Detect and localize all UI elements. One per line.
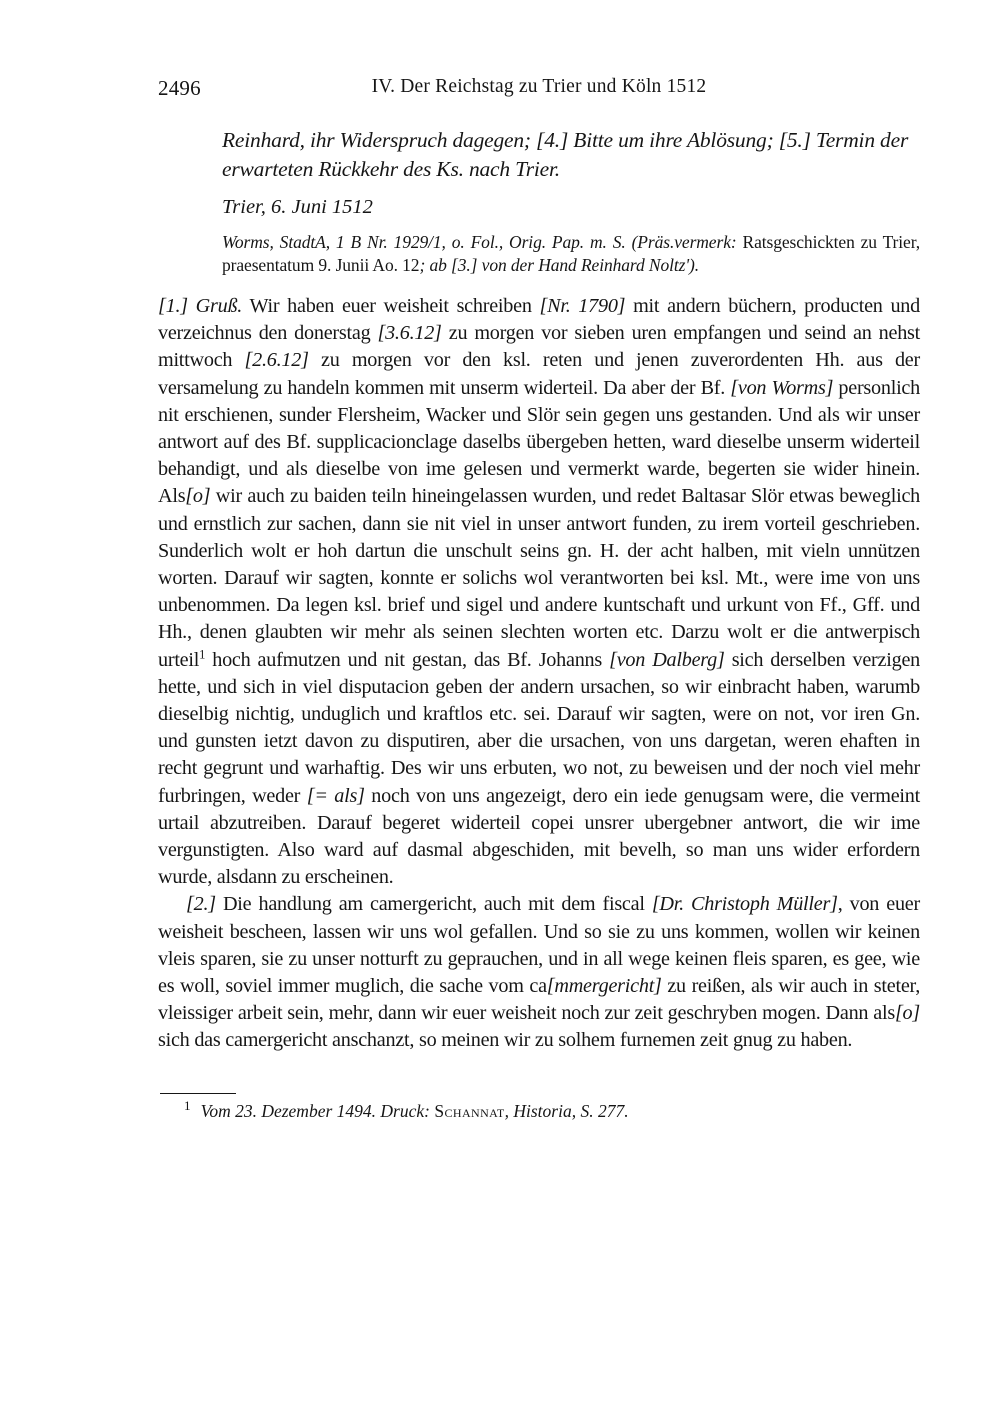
footnote-marker: 1 xyxy=(184,1097,191,1113)
running-header-title: IV. Der Reichstag zu Trier und Köln 1512 xyxy=(371,76,707,97)
running-head xyxy=(158,76,920,102)
paragraph-2: [2.] Die handlung am camergericht, auch mit dem fiscal [Dr. Christoph Müller], von euer weisheit bescheen, lassen wir uns wol gefallen. Und so sie zu uns kommen, wollen wir keinen vleis sparen, sie zu unser notturft zu geprauchen, und in all wege keinen fleis sparen, es gee, wie es woll, soviel immer muglich, die sache vom ca[mmergericht] zu reißen, als wir auch in steter, vleissiger arbeit sein, mehr, dann wir euer weisheit noch zur zeit geschryben mogen. Dann als[o] sich das camergericht anschanzt, so meinen wir zu solhem furnemen zeit gnug zu haben. xyxy=(158,893,921,1052)
paragraph-1: [1.] Gruß. Wir haben euer weisheit schreiben [Nr. 1790] mit andern büchern, producten und verzeichnus den donerstag [3.6.12] zu morgen vor sieben uren empfangen und seind an nehst mittwoch [2.6.12] zu morgen vor den ksl. reten und jenen zuverordenten Hh. aus der versamelung zu handeln kommen mit unserm widerteil. Da aber der Bf. [von Worms] personlich nit erschienen, sunder Flersheim, Wacker und Slör sein gegen uns gestanden. Und als wir unser antwort auf des Bf. supplicacionclage daselbs übergeben hetten, ward dieselbe unserm widerteil behandigt, und als dieselbe von ime gelesen und vermerkt warde, begerten sie wider hinein. Als[o] wir auch zu baiden teiln hineingelassen wurden, und redet Baltasar Slör etwas beweglich und ernstlich zur sachen, dann sie nit viel in unser antwort funden, zu irem vorteil geschrieben. Sunderlich wolt er hoh dartun die unschult seins gn. H. der acht halben, mit vieln unnützen worten. Darauf wir sagten, konnte er solichs wol verantworten bei ksl. Mt., were ime von uns unbenommen. Da legen ksl. brief und sigel und andere kuntschaft und urkunt von Ff., Gff. und Hh., denen glaubten wir mehr als seinen slechten worten etc. Darzu wolt er die antwerpisch urteil$^1$ hoch aufmutzen und nit gestan, das Bf. Johanns [von Dalberg] sich derselben verzigen hette, und sich in viel disputacion geben der andern ursachen, so wir einbracht haben, warumb dieselbig nichtig, unduglich und kraftlos etc. sei. Darauf wir sagten, were on not, vor iren Gn. und gunsten ietzt davon zu disputiren, aber die ursachen, von uns dargetan, weren ehaften in recht gegrunt und warhaftig. Des wir uns erbuten, wo not, zu beweisen und der noch viel mehr furbringen, weder [= als] noch von uns angezeigt, dero ein iede genugsam were, die vermeint urtail abzutreiben. Darauf begeret widerteil copei unsrer ubergebner antwort, die wir ime vergunstigten. Also ward auf dasmal abgeschiden, mit bevelh, so man uns wider erfordern wurde, alsdann zu erscheinen. xyxy=(158,295,920,889)
dateline: Trier, 6. Juni 1512 xyxy=(222,196,373,218)
footnote-area xyxy=(158,1093,920,1123)
footnote-1 xyxy=(158,1097,920,1123)
document-head xyxy=(158,126,920,277)
letter-body xyxy=(158,293,920,1055)
footnote-separator-rule xyxy=(160,1093,236,1094)
source-note: Worms, StadtA, 1 B Nr. 1929/1, o. Fol., Orig. Pap. m. S. (Präs.vermerk: Ratsgeschickten zu Trier, praesentatum 9. Junii Ao. 12; ab [3.] von der Hand Reinhard Noltz'). xyxy=(222,232,920,275)
summary-heading: Reinhard, ihr Widerspruch dagegen; [4.] Bitte um ihre Ablösung; [5.] Termin der erwarteten Rückkehr des Ks. nach Trier. xyxy=(222,128,909,181)
page-number: 2496 xyxy=(158,76,201,100)
footnote-text: Vom 23. Dezember 1494. Druck: Schannat, Historia, S. 277. xyxy=(200,1100,629,1121)
